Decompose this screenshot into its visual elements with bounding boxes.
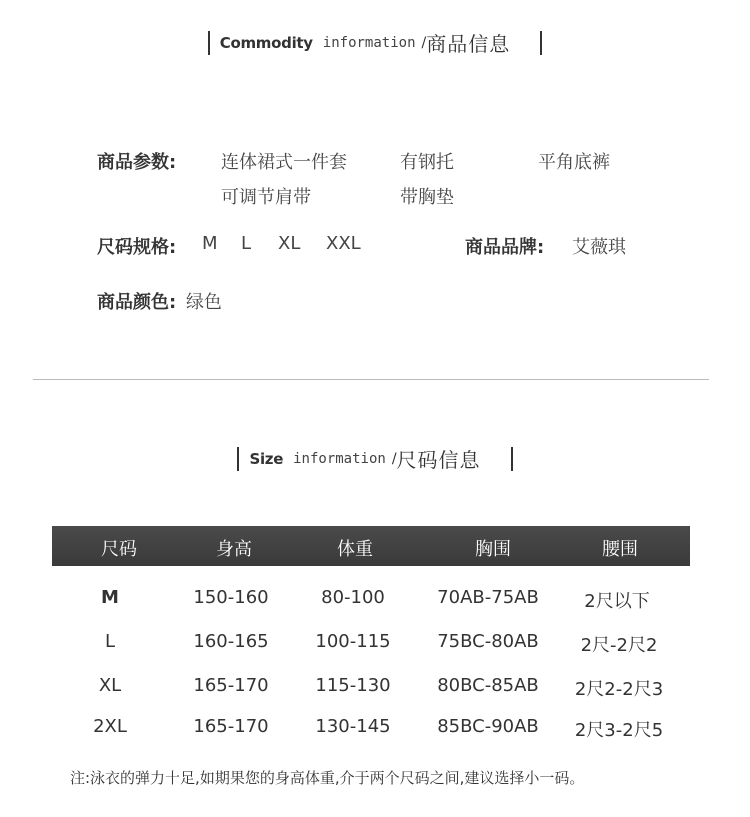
col-header-height: 身高 xyxy=(216,539,252,560)
header-left-bar xyxy=(237,447,239,471)
cell-bust: 70AB-75AB xyxy=(437,587,539,608)
cell-size: 2XL xyxy=(93,716,127,737)
size-option: L xyxy=(241,233,252,254)
cell-height: 165-170 xyxy=(193,675,269,696)
cell-size: XL xyxy=(98,675,122,696)
col-header-bust: 胸围 xyxy=(475,539,511,560)
cell-size: M xyxy=(101,587,119,608)
cell-waist: 2尺3-2尺5 xyxy=(574,720,664,741)
cell-bust: 75BC-80AB xyxy=(437,631,539,652)
param-item: 连体裙式一件套 xyxy=(221,152,347,173)
size-header-cn: 尺码信息 xyxy=(396,448,481,472)
params-label: 商品参数: xyxy=(97,152,177,173)
param-item: 平角底裤 xyxy=(538,152,610,173)
commodity-header-slash: / xyxy=(421,34,427,51)
size-spec-row xyxy=(97,233,697,259)
header-right-bar xyxy=(540,31,542,55)
commodity-header-cn: 商品信息 xyxy=(426,32,511,56)
cell-weight: 130-145 xyxy=(315,716,391,737)
size-option: XXL xyxy=(326,233,361,254)
color-value: 绿色 xyxy=(185,292,222,313)
cell-bust: 85BC-90AB xyxy=(437,716,539,737)
size-section-header xyxy=(0,444,750,473)
cell-height: 165-170 xyxy=(193,716,269,737)
section-divider xyxy=(33,379,709,380)
size-header-slash: / xyxy=(391,450,397,467)
color-label: 商品颜色: xyxy=(97,292,177,313)
col-header-waist: 腰围 xyxy=(602,539,638,560)
cell-waist: 2尺以下 xyxy=(584,591,650,612)
brand-value: 艾薇琪 xyxy=(572,237,626,258)
cell-weight: 80-100 xyxy=(321,587,385,608)
cell-height: 160-165 xyxy=(193,631,269,652)
col-header-size: 尺码 xyxy=(101,539,137,560)
cell-bust: 80BC-85AB xyxy=(437,675,539,696)
param-item: 可调节肩带 xyxy=(221,187,311,208)
param-item: 带胸垫 xyxy=(400,187,454,208)
cell-waist: 2尺2-2尺3 xyxy=(574,679,664,700)
size-option: XL xyxy=(278,233,301,254)
color-row xyxy=(97,288,222,314)
size-note: 注:泳衣的弹力十足,如期果您的身高体重,介于两个尺码之间,建议选择小一码。 xyxy=(70,769,585,787)
param-item: 有钢托 xyxy=(400,152,454,173)
cell-weight: 100-115 xyxy=(315,631,391,652)
product-params-row-1 xyxy=(97,148,697,174)
cell-weight: 115-130 xyxy=(315,675,391,696)
brand-label: 商品品牌: xyxy=(465,237,545,258)
header-right-bar xyxy=(511,447,513,471)
size-spec-label: 尺码规格: xyxy=(97,237,177,258)
cell-size: L xyxy=(104,631,116,652)
size-header-en-light: information xyxy=(293,450,386,467)
cell-height: 150-160 xyxy=(193,587,269,608)
commodity-section-header xyxy=(0,28,750,57)
commodity-header-en-bold: Commodity xyxy=(219,33,313,52)
size-header-en-bold: Size xyxy=(249,449,284,468)
header-left-bar xyxy=(208,31,210,55)
size-option: M xyxy=(202,233,218,254)
cell-waist: 2尺-2尺2 xyxy=(580,635,658,656)
col-header-weight: 体重 xyxy=(337,539,373,560)
commodity-header-en-light: information xyxy=(322,34,416,51)
size-table-header xyxy=(52,526,690,566)
